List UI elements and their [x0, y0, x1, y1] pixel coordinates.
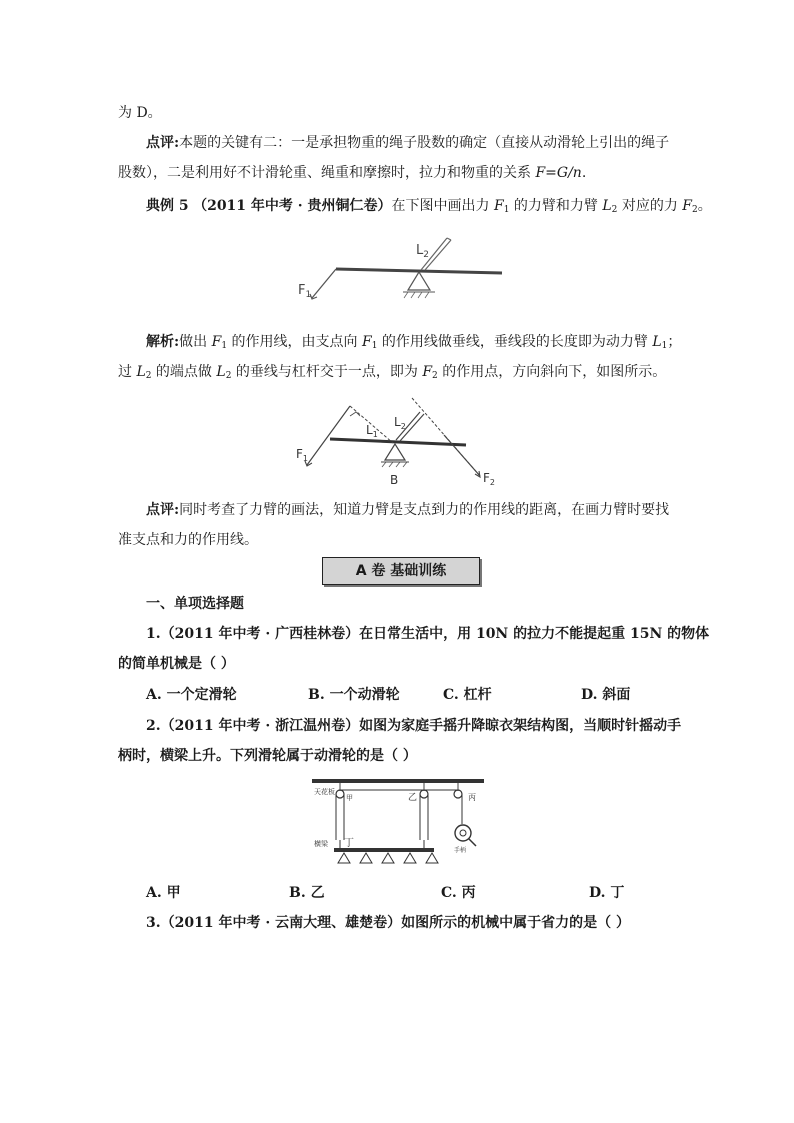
fig3-ding-label: 丁 — [344, 838, 354, 849]
q1-option-c: C. 杠杆 — [443, 687, 492, 703]
q1-option-a: A. 一个定滑轮 — [146, 687, 237, 703]
fig2-b-label: B — [390, 473, 399, 487]
fig2-f1-label: $F_1$ — [296, 447, 308, 463]
fig1-f1-label: $F_1$ — [298, 283, 312, 300]
fig1-l2-label: $L_2$ — [416, 243, 429, 260]
fig3-yi-label: 乙 — [408, 793, 418, 803]
fig2-l1-label: $L_1$ — [366, 423, 378, 439]
q1-option-b: B. 一个动滑轮 — [308, 687, 400, 703]
q2-option-a: A. 甲 — [146, 885, 181, 901]
lever-figure-1 — [290, 228, 510, 308]
question-1-stem-line-1: 1.（2011 年中考 · 广西桂林卷）在日常生活中，用 10N 的拉力不能提起重 15N 的物体 — [146, 626, 710, 642]
section-heading: 一、单项选择题 — [146, 596, 244, 612]
fig3-bing-label: 丙 — [468, 793, 476, 802]
fig3-jia-label: 甲 — [346, 794, 353, 802]
paragraph-continuation: 为 D。 — [118, 105, 162, 121]
comment-paragraph-line-2: 股数），二是利用好不计滑轮重、绳重和摩擦时，拉力和物重的关系 F=G/n. — [118, 165, 587, 181]
clothes-rack-figure — [308, 778, 488, 868]
example-5-line: 典例 5 （2011 年中考 · 贵州铜仁卷）在下图中画出力 $F_1$ 的力臂和力臂 $L_2$ 对应的力 $F_2$。 — [146, 198, 712, 215]
comment-paragraph-line-1: 点评:本题的关键有二：一是承担物重的绳子股数的确定（直接从动滑轮上引出的绳子 — [146, 135, 670, 151]
comment-label: 点评: — [146, 135, 180, 151]
comment-2-line-1: 点评:同时考查了力臂的画法，知道力臂是支点到力的作用线的距离，在画力臂时要找 — [146, 502, 670, 518]
question-2-stem-line-2: 柄时，横梁上升。下列滑轮属于动滑轮的是（ ） — [118, 748, 417, 764]
fig3-handle-label: 手柄 — [454, 847, 467, 854]
q2-option-c: C. 丙 — [441, 885, 476, 901]
question-3-stem: 3.（2011 年中考 · 云南大理、雄楚卷）如图所示的机械中属于省力的是（ ） — [146, 915, 630, 931]
fig2-f2-label: $F_2$ — [483, 471, 495, 487]
analysis-line-2: 过 $L_2$ 的端点做 $L_2$ 的垂线与杠杆交于一点，即为 $F_2$ 的作用点，方向斜向下，如图所示。 — [118, 364, 667, 381]
analysis-label: 解析: — [146, 334, 180, 350]
formula: F=G/n — [535, 165, 582, 181]
fig2-l2-label: $L_2$ — [394, 415, 406, 431]
example-label: 典例 5 — [146, 198, 189, 214]
analysis-line-1: 解析:做出 $F_1$ 的作用线，由支点向 $F_1$ 的作用线做垂线，垂线段的长度即为动力臂 $L_1$； — [146, 334, 682, 351]
comment-2-line-2: 准支点和力的作用线。 — [118, 532, 258, 548]
q1-option-d: D. 斜面 — [581, 687, 631, 703]
q2-option-d: D. 丁 — [589, 885, 625, 901]
q2-option-b: B. 乙 — [289, 885, 325, 901]
question-1-stem-line-2: 的简单机械是（ ） — [118, 656, 235, 672]
lever-figure-2 — [290, 392, 510, 488]
example-source: （2011 年中考 · 贵州铜仁卷） — [193, 198, 392, 214]
comment-label: 点评: — [146, 502, 180, 518]
section-banner: A 卷 基础训练 — [322, 557, 480, 585]
question-2-stem-line-1: 2.（2011 年中考 · 浙江温州卷）如图为家庭手摇升降晾衣架结构图，当顺时针摇动手 — [146, 718, 682, 734]
fig3-beam-label: 横梁 — [314, 840, 328, 848]
fig3-ceiling-label: 天花板 — [314, 788, 335, 796]
